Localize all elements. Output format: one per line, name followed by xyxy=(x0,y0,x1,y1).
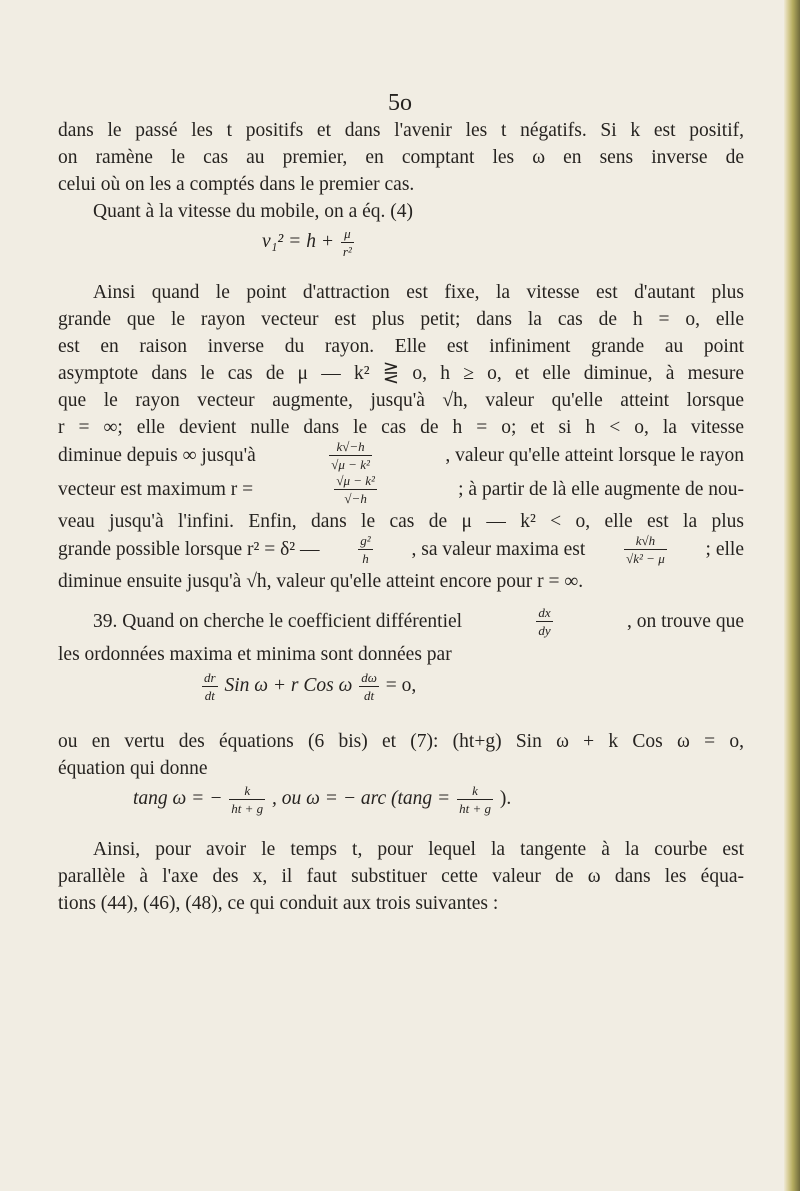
text-fragment: , sa valeur maxima est xyxy=(411,538,586,560)
text-line: diminue ensuite jusqu'à √h, valeur qu'elle atteint encore pour r = ∞. xyxy=(58,571,584,592)
text-line: est en raison inverse du rayon. Elle est infiniment grande au point xyxy=(58,336,744,357)
equation-term: Sin ω + r Cos ω xyxy=(224,674,353,696)
fraction xyxy=(202,671,218,702)
fraction xyxy=(334,474,377,505)
numerator: √μ − k² xyxy=(336,473,375,488)
text-line: grande que le rayon vecteur est plus petit; dans la cas de h = o, elle xyxy=(58,309,744,330)
fraction-dx-dy xyxy=(536,606,552,637)
denominator: r² xyxy=(342,244,352,259)
numerator: dx xyxy=(538,605,551,620)
text-line: on ramène le cas au premier, en comptant les ω en sens inverse de xyxy=(58,147,744,168)
denominator: √−h xyxy=(344,491,367,506)
text-line-with-fraction xyxy=(58,534,744,565)
denominator: dy xyxy=(538,623,551,638)
denominator: ht + g xyxy=(459,801,491,816)
denominator: h xyxy=(362,551,369,566)
fraction xyxy=(329,440,372,471)
denominator: √k² − μ xyxy=(626,551,665,566)
text-line: tions (44), (46), (48), ce qui conduit aux trois suivantes : xyxy=(58,893,499,914)
numerator: g² xyxy=(360,533,371,548)
equation-lhs: v₁² = h + xyxy=(262,230,334,252)
equation-velocity xyxy=(262,227,356,258)
text-fragment: ; à partir de là elle augmente de nou- xyxy=(458,478,744,500)
text-fragment: diminue depuis ∞ jusqu'à xyxy=(58,444,256,466)
numerator: k xyxy=(229,784,265,800)
text-line: celui où on les a comptés dans le premier cas. xyxy=(58,174,415,195)
text-line: asymptote dans le cas de μ — k² ⋛ o, h ≥ o, et elle diminue, à mesure xyxy=(58,363,744,384)
numerator: k√−h xyxy=(329,440,372,456)
numerator: μ xyxy=(341,227,354,243)
numerator: dω xyxy=(361,670,377,685)
page-number: 5o xyxy=(388,90,412,116)
equation-dr xyxy=(200,671,416,702)
text-line: les ordonnées maxima et minima sont données par xyxy=(58,644,452,665)
denominator: dt xyxy=(364,688,375,703)
text-fragment: grande possible lorsque r² = δ² — xyxy=(58,538,320,560)
text-line: équation qui donne xyxy=(58,758,208,779)
text-fragment: ; elle xyxy=(705,538,744,560)
text-fragment: , valeur qu'elle atteint lorsque le rayon xyxy=(445,444,744,466)
fraction xyxy=(229,784,265,815)
text-line-with-fraction xyxy=(58,440,744,471)
text-line: parallèle à l'axe des x, il faut substituer cette valeur de ω dans les équa- xyxy=(58,866,744,887)
equation-term: , ou ω = − arc xyxy=(272,787,387,809)
numerator: dr xyxy=(204,670,216,685)
fraction xyxy=(359,671,379,702)
denominator: ht + g xyxy=(231,801,264,816)
text-fragment: vecteur est maximum r = xyxy=(58,478,254,500)
section-39-line xyxy=(93,606,744,637)
equation-term: ). xyxy=(499,787,512,809)
numerator: k√h xyxy=(624,534,667,550)
fraction xyxy=(341,227,354,258)
fraction xyxy=(358,534,372,565)
fraction xyxy=(457,784,493,815)
text-line: Ainsi, pour avoir le temps t, pour lequel la tangente à la courbe est xyxy=(93,839,744,860)
text-fragment: 39. Quand on cherche le coefficient différentiel xyxy=(93,610,463,632)
equation-tang xyxy=(133,784,511,815)
text-line: r = ∞; elle devient nulle dans le cas de h = o; et si h < o, la vitesse xyxy=(58,417,744,438)
text-line-with-fraction xyxy=(58,474,744,505)
text-fragment: , on trouve que xyxy=(627,610,744,632)
denominator: √μ − k² xyxy=(331,457,370,472)
fraction xyxy=(624,534,667,565)
equation-term: (tang = xyxy=(391,787,451,809)
text-line: que le rayon vecteur augmente, jusqu'à √h, valeur qu'elle atteint lorsque xyxy=(58,390,744,411)
text-line: ou en vertu des équations (6 bis) et (7): (ht+g) Sin ω + k Cos ω = o, xyxy=(58,731,744,752)
denominator: dt xyxy=(204,688,215,703)
text-line: dans le passé les t positifs et dans l'avenir les t négatifs. Si k est positif, xyxy=(58,120,744,141)
text-line: Quant à la vitesse du mobile, on a éq. (4) xyxy=(93,201,414,222)
text-line: veau jusqu'à l'infini. Enfin, dans le cas de μ — k² < o, elle est la plus xyxy=(58,511,744,532)
numerator: k xyxy=(457,784,493,800)
equation-term: tang ω = − xyxy=(133,787,223,809)
text-line: Ainsi quand le point d'attraction est fixe, la vitesse est d'autant plus xyxy=(93,282,744,303)
equation-term: = o, xyxy=(385,674,417,696)
